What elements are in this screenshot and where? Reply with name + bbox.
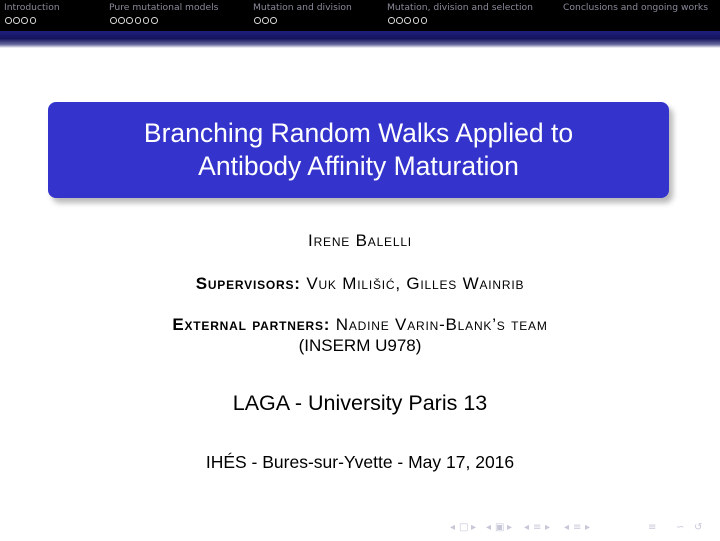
external-partners-names: Nadine Varin-Blank’s team bbox=[335, 315, 548, 334]
frame-dot-icon[interactable] bbox=[126, 17, 133, 24]
section-prev-icon[interactable]: ◂ bbox=[524, 522, 530, 533]
back-icon[interactable]: ↺ bbox=[694, 522, 703, 533]
frame-dot-icon[interactable] bbox=[396, 17, 403, 24]
beamer-navigation-symbols bbox=[450, 521, 716, 535]
nav-section-title[interactable]: Mutation and division bbox=[253, 2, 352, 13]
header-shade-band bbox=[0, 31, 720, 48]
subsubsection-next-icon[interactable]: ▸ bbox=[585, 522, 591, 533]
supervisors-names: Vuk Milišić, Gilles Wainrib bbox=[306, 274, 525, 293]
subsection-icon[interactable]: ▣ bbox=[495, 522, 505, 533]
frame-dot-icon[interactable] bbox=[421, 17, 428, 24]
frame-dot-icon[interactable] bbox=[404, 17, 411, 24]
nav-section-mutation-division[interactable] bbox=[253, 3, 352, 24]
title-box bbox=[48, 102, 669, 198]
frame-dot-icon[interactable] bbox=[254, 17, 261, 24]
nav-section-pure-mutational[interactable] bbox=[109, 3, 218, 24]
frame-dot-icon[interactable] bbox=[135, 17, 142, 24]
external-partners-unit: (INSERM U978) bbox=[298, 336, 422, 355]
nav-section-title[interactable]: Conclusions and ongoing works bbox=[563, 2, 709, 13]
frame-dot-icon[interactable] bbox=[151, 17, 158, 24]
author-name: Irene Balelli bbox=[308, 231, 412, 250]
external-partners-block bbox=[0, 314, 720, 356]
frame-next-icon[interactable]: ▸ bbox=[471, 522, 477, 533]
frame-dot-icon[interactable] bbox=[262, 17, 269, 24]
supervisors-line bbox=[0, 274, 720, 294]
frame-dot-icon[interactable] bbox=[13, 17, 20, 24]
nav-section-title[interactable]: Pure mutational models bbox=[109, 2, 219, 13]
nav-section-title[interactable]: Introduction bbox=[4, 2, 60, 13]
frame-dot-icon[interactable] bbox=[21, 17, 28, 24]
title-line-2: Antibody Affinity Maturation bbox=[198, 151, 519, 181]
nav-frame-dots bbox=[4, 17, 60, 24]
external-partners-label: External partners: bbox=[172, 315, 331, 334]
frame-dot-icon[interactable] bbox=[413, 17, 420, 24]
subsubsection-prev-icon[interactable]: ◂ bbox=[564, 522, 570, 533]
event-date-line: IHÉS - Bures-sur-Yvette - May 17, 2016 bbox=[205, 452, 515, 472]
nav-frame-dots bbox=[109, 17, 218, 24]
title-line-1: Branching Random Walks Applied to bbox=[143, 118, 574, 148]
subsection-next-icon[interactable]: ▸ bbox=[507, 522, 513, 533]
nav-frame-dots bbox=[387, 17, 533, 24]
external-partners-line bbox=[0, 314, 720, 335]
supervisors-label: Supervisors: bbox=[195, 274, 301, 293]
navigation-bar bbox=[0, 0, 720, 31]
frame-icon[interactable]: □ bbox=[459, 522, 469, 533]
frame-dot-icon[interactable] bbox=[30, 17, 37, 24]
nav-section-introduction[interactable] bbox=[4, 3, 60, 24]
subsubsection-icon[interactable]: ≡ bbox=[573, 522, 582, 533]
frame-dot-icon[interactable] bbox=[118, 17, 125, 24]
frame-dot-icon[interactable] bbox=[110, 17, 117, 24]
frame-dot-icon[interactable] bbox=[143, 17, 150, 24]
frame-prev-icon[interactable]: ◂ bbox=[450, 522, 456, 533]
institute-name: LAGA - University Paris 13 bbox=[232, 391, 488, 415]
section-icon[interactable]: ≡ bbox=[533, 522, 542, 533]
nav-section-title[interactable]: Mutation, division and selection bbox=[387, 2, 533, 13]
subsection-prev-icon[interactable]: ◂ bbox=[486, 522, 492, 533]
nav-section-conclusions[interactable] bbox=[563, 3, 708, 13]
search-icon[interactable]: ∽ bbox=[676, 522, 685, 533]
nav-section-mutation-division-selection[interactable] bbox=[387, 3, 533, 24]
nav-frame-dots bbox=[253, 17, 352, 24]
frame-dot-icon[interactable] bbox=[388, 17, 395, 24]
frame-dot-icon[interactable] bbox=[5, 17, 12, 24]
section-next-icon[interactable]: ▸ bbox=[545, 522, 551, 533]
frame-dot-icon[interactable] bbox=[270, 17, 277, 24]
align-icon[interactable]: ≡ bbox=[648, 522, 657, 533]
